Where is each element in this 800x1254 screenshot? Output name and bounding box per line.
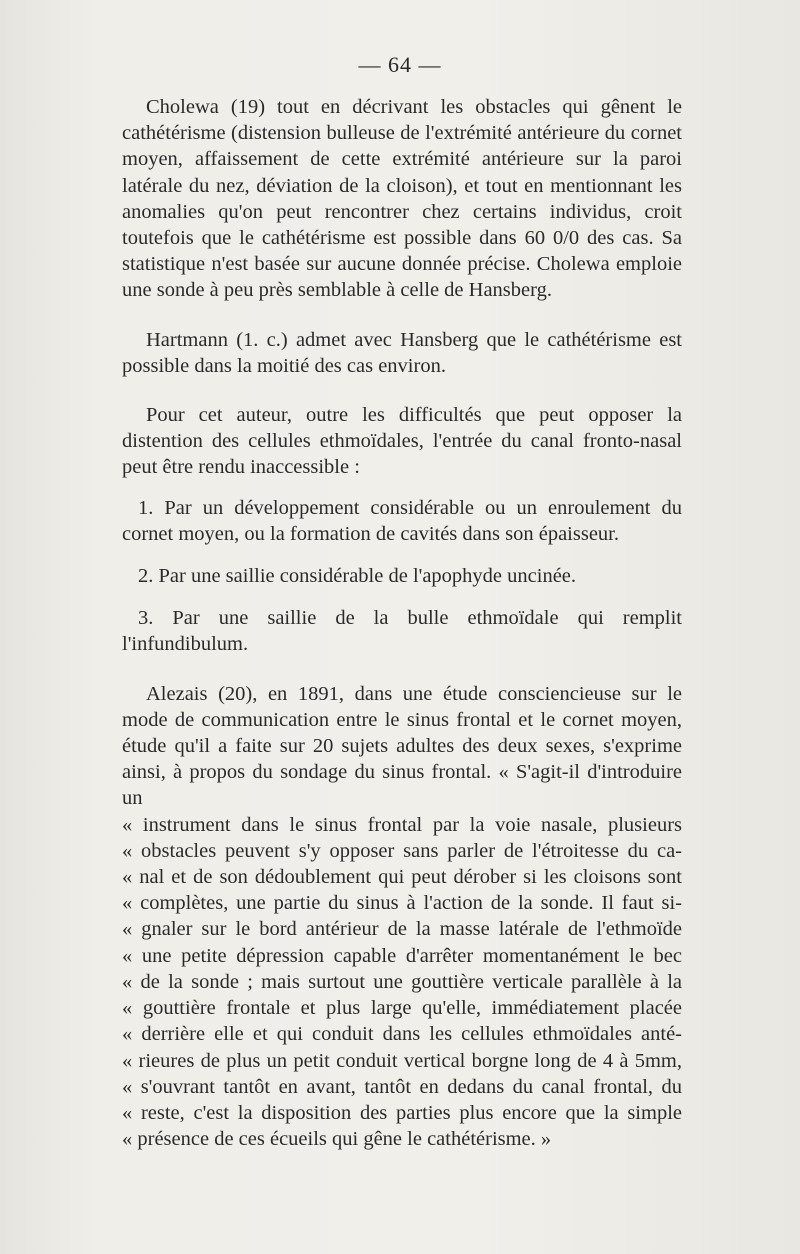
- quote-line: « instrument dans le sinus frontal par la voie nasale, plusieurs: [122, 813, 682, 836]
- body-text: [122, 94, 682, 1152]
- quote-line: « obstacles peuvent s'y opposer sans parler de l'étroitesse du ca-: [122, 839, 682, 862]
- list-item: 1. Par un développement considérable ou un enroulement du cornet moyen, ou la formation de cavités dans son épaisseur.: [122, 496, 682, 545]
- quote-line: « s'ouvrant tantôt en avant, tantôt en dedans du canal frontal, du: [122, 1075, 682, 1098]
- list-item: 2. Par une saillie considérable de l'apophyde uncinée.: [138, 565, 577, 588]
- paragraph-alezais: [122, 681, 682, 1153]
- quote-line: « gnaler sur le bord antérieur de la masse latérale de l'ethmoïde: [122, 918, 682, 941]
- alezais-intro: Alezais (20), en 1891, dans une étude consciencieuse sur le mode de communication entre le sinus frontal et le cornet moyen, étude qu'il a faite sur 20 sujets adultes des deux sexes, s'exprime ainsi, à propos du sondage du sinus frontal. « S'agit-il d'introduire un: [122, 682, 682, 810]
- quote-line: « derrière elle et qui conduit dans les cellules ethmoïdales anté-: [122, 1023, 682, 1046]
- quote-line: « reste, c'est la disposition des parties plus encore que la simple: [122, 1101, 682, 1124]
- quote-line: « gouttière frontale et plus large qu'elle, immédiatement placée: [122, 997, 682, 1020]
- list-item: 3. Par une saillie de la bulle ethmoïdale qui remplit l'infundibulum.: [122, 607, 682, 656]
- page-number: — 64 —: [358, 52, 442, 77]
- quote-line: « nal et de son dédoublement qui peut dérober si les cloisons sont: [122, 866, 682, 889]
- quote-line: « rieures de plus un petit conduit vertical borgne long de 4 à 5mm,: [122, 1049, 682, 1072]
- quote-line: « complètes, une partie du sinus à l'action de la sonde. Il faut si-: [122, 892, 682, 915]
- quote-line: « de la sonde ; mais surtout une gouttière verticale parallèle à la: [122, 970, 682, 993]
- quote-line: « une petite dépression capable d'arrêter momentanément le bec: [122, 944, 682, 967]
- paragraph-hartmann: Hartmann (1. c.) admet avec Hansberg que le cathétérisme est possible dans la moitié des cas environ.: [122, 328, 682, 377]
- paragraph-cholewa: Cholewa (19) tout en décrivant les obstacles qui gênent le cathétérisme (distension bulleuse de l'extrémité antérieure du cornet moyen, affaissement de cette extrémité antérieure sur la paroi latérale du nez, déviation de la cloison), et tout en mentionnant les anomalies qu'on peut rencontrer chez certains individus, croit toutefois que le cathétérisme est possible dans 60 0/0 des cas. Sa statistique n'est basée sur aucune donnée précise. Cholewa emploie une sonde à peu près semblable à celle de Hansberg.: [122, 96, 682, 302]
- paragraph-difficultes: Pour cet auteur, outre les difficultés que peut opposer la distention des cellules ethmoïdales, l'entrée du canal fronto-nasal peut être rendu inaccessible :: [122, 404, 682, 479]
- quote-line: « présence de ces écueils qui gêne le cathétérisme. »: [122, 1128, 552, 1151]
